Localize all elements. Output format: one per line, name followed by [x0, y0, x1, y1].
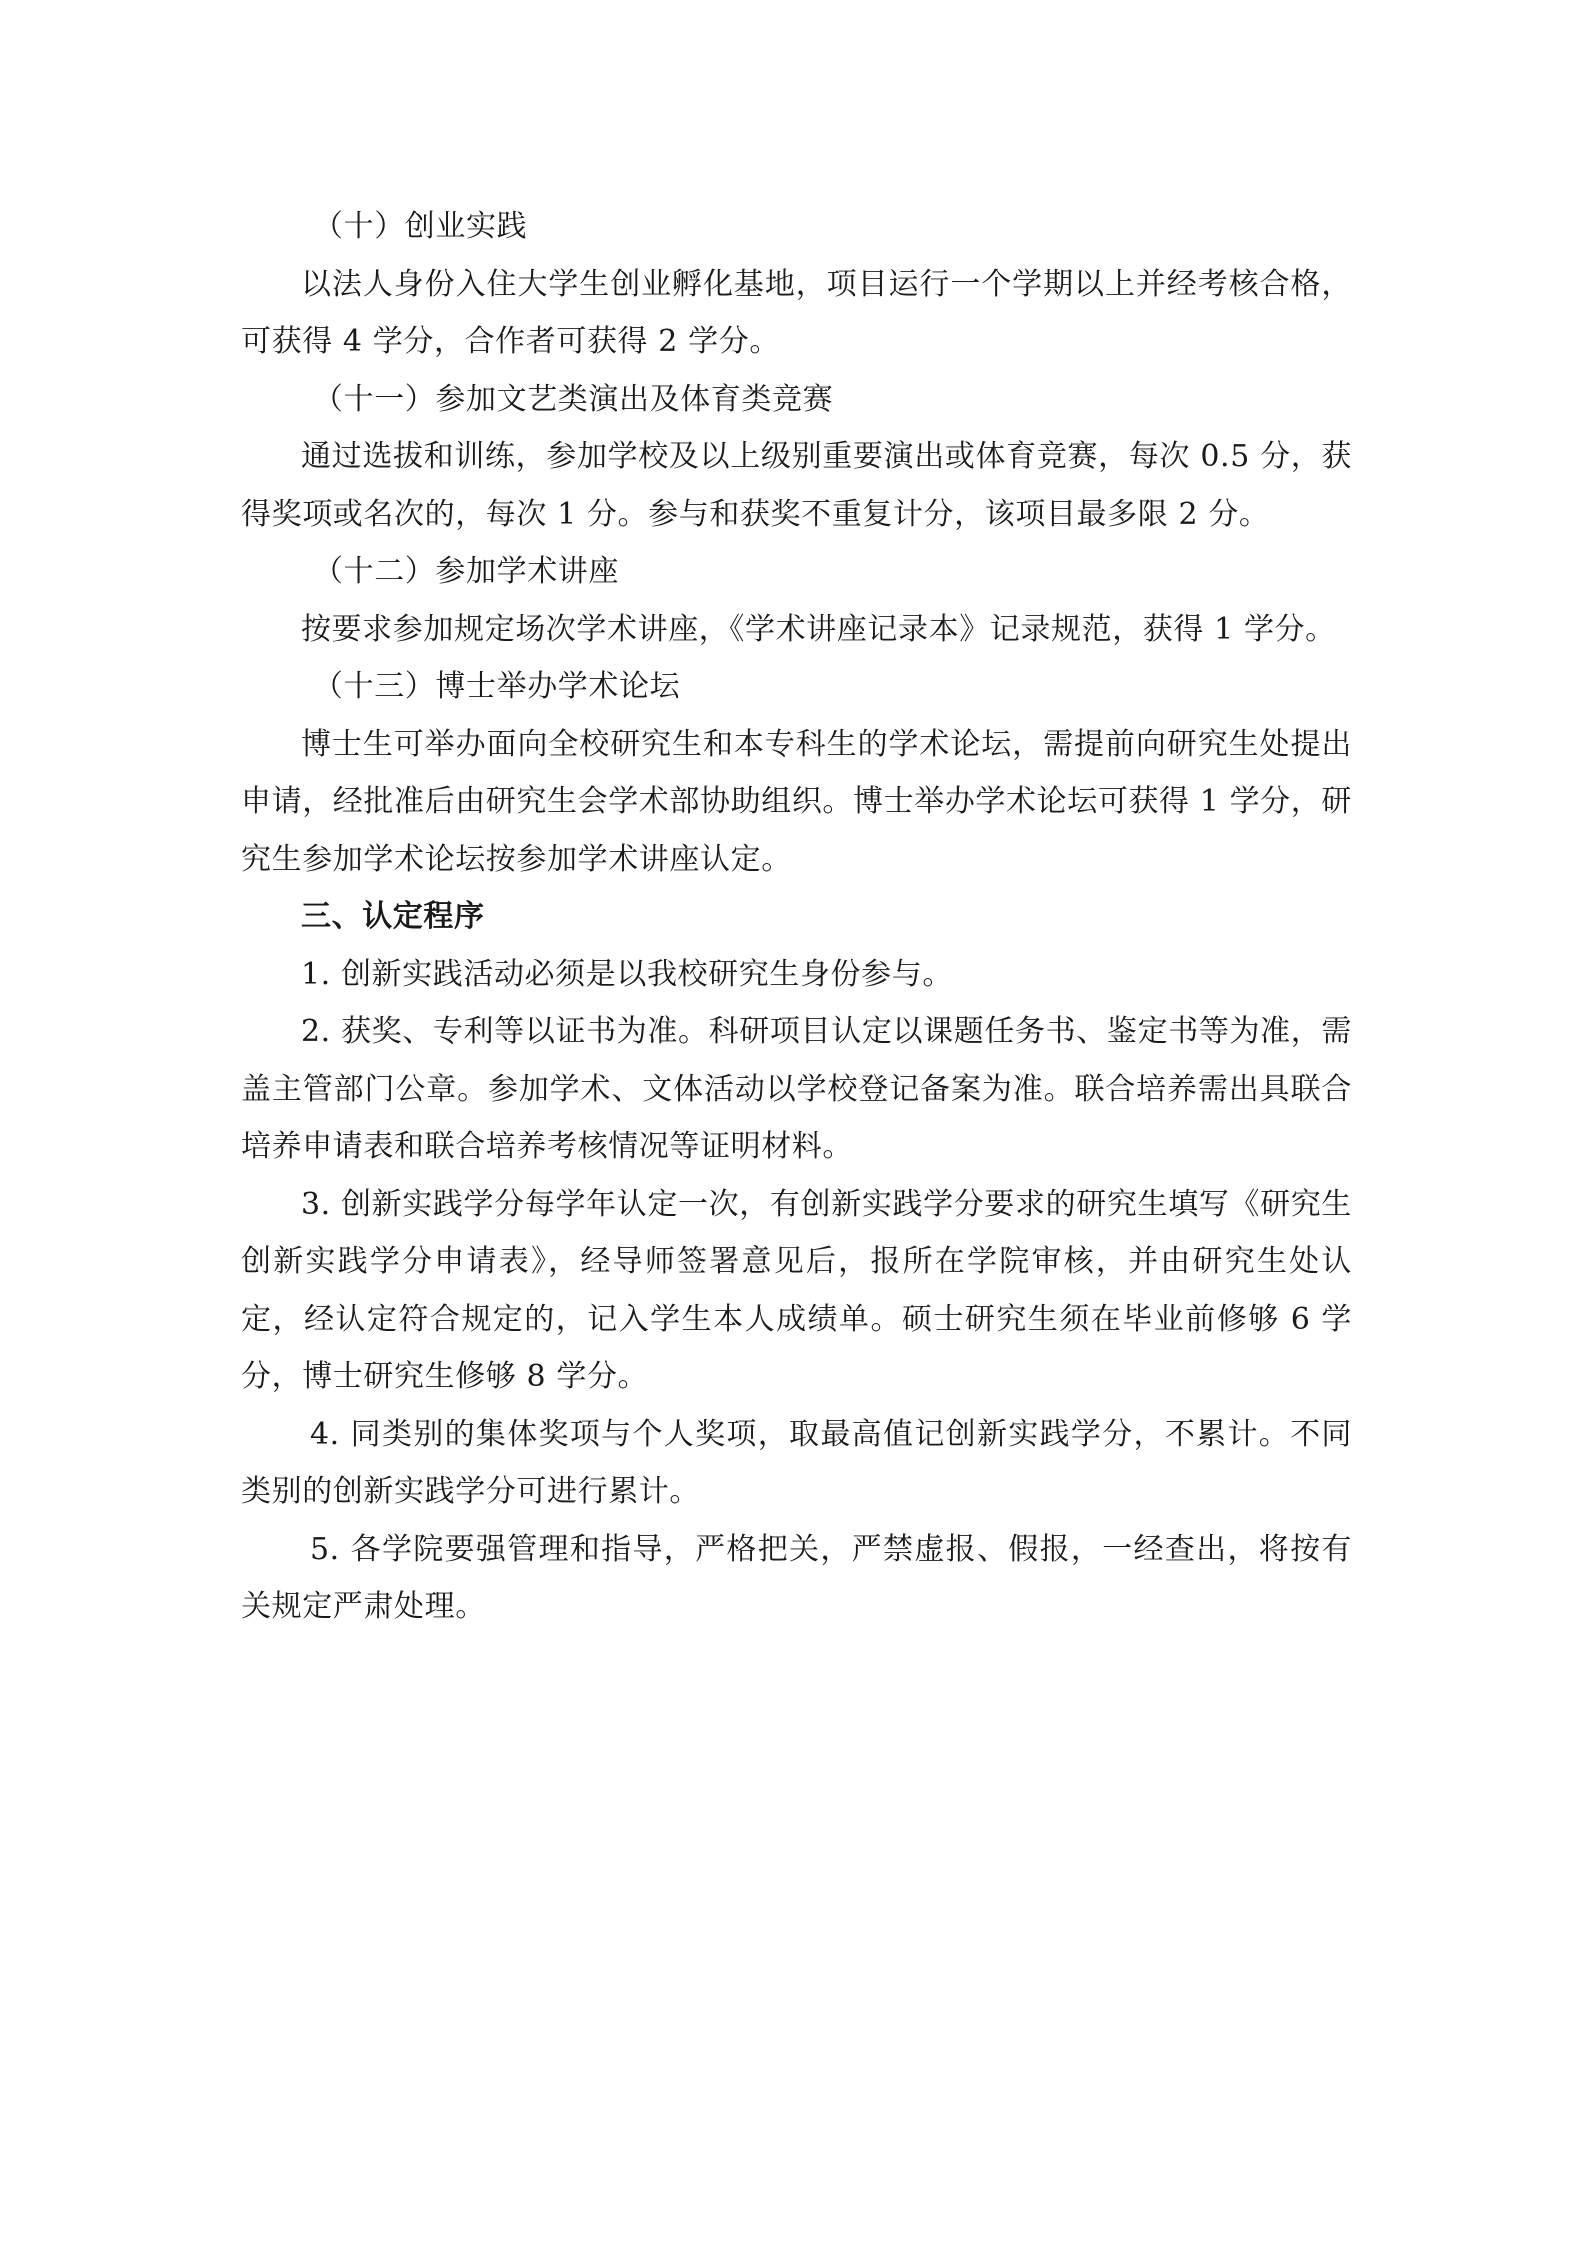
procedure-item-3: 3. 创新实践学分每学年认定一次，有创新实践学分要求的研究生填写《研究生创新实践学分申请表》，经导师签署意见后，报所在学院审核，并由研究生处认定，经认定符合规定的，记入学生本人成绩单。硕士研究生须在毕业前修够 6 学分，博士研究生修够 8 学分。 [241, 1186, 1352, 1394]
subsection-heading-13: （十三）博士举办学术论坛 [313, 669, 681, 704]
procedure-item-4: 4. 同类别的集体奖项与个人奖项，取最高值记创新实践学分，不累计。不同类别的创新实践学分可进行累计。 [241, 1416, 1352, 1509]
procedure-item-5: 5. 各学院要强管理和指导，严格把关，严禁虚报、假报，一经查出，将按有关规定严肃处理。 [241, 1531, 1352, 1624]
procedure-item-1: 1. 创新实践活动必须是以我校研究生身份参与。 [301, 956, 953, 992]
subsection-body-13: 博士生可举办面向全校研究生和本专科生的学术论坛，需提前向研究生处提出申请，经批准后由研究生会学术部协助组织。博士举办学术论坛可获得 1 学分，研究生参加学术论坛按参加学术讲座认定。 [241, 726, 1352, 877]
subsection-heading-12: （十二）参加学术讲座 [313, 554, 619, 589]
subsection-body-11: 通过选拔和训练，参加学校及以上级别重要演出或体育竞赛，每次 0.5 分，获得奖项或名次的，每次 1 分。参与和获奖不重复计分，该项目最多限 2 分。 [241, 439, 1352, 532]
subsection-body-12: 按要求参加规定场次学术讲座，《学术讲座记录本》记录规范，获得 1 学分。 [301, 611, 1336, 647]
subsection-body-10: 以法人身份入住大学生创业孵化基地，项目运行一个学期以上并经考核合格，可获得 4 学分，合作者可获得 2 学分。 [241, 266, 1352, 359]
procedure-item-2: 2. 获奖、专利等以证书为准。科研项目认定以课题任务书、鉴定书等为准，需盖主管部门公章。参加学术、文体活动以学校登记备案为准。联合培养需出具联合培养申请表和联合培养考核情况等证明材料。 [241, 1014, 1352, 1164]
subsection-heading-11: （十一）参加文艺类演出及体育类竞赛 [313, 381, 834, 417]
document-body [241, 198, 1352, 1636]
section-heading-3: 三、认定程序 [301, 899, 485, 934]
subsection-heading-10: （十）创业实践 [313, 209, 528, 244]
